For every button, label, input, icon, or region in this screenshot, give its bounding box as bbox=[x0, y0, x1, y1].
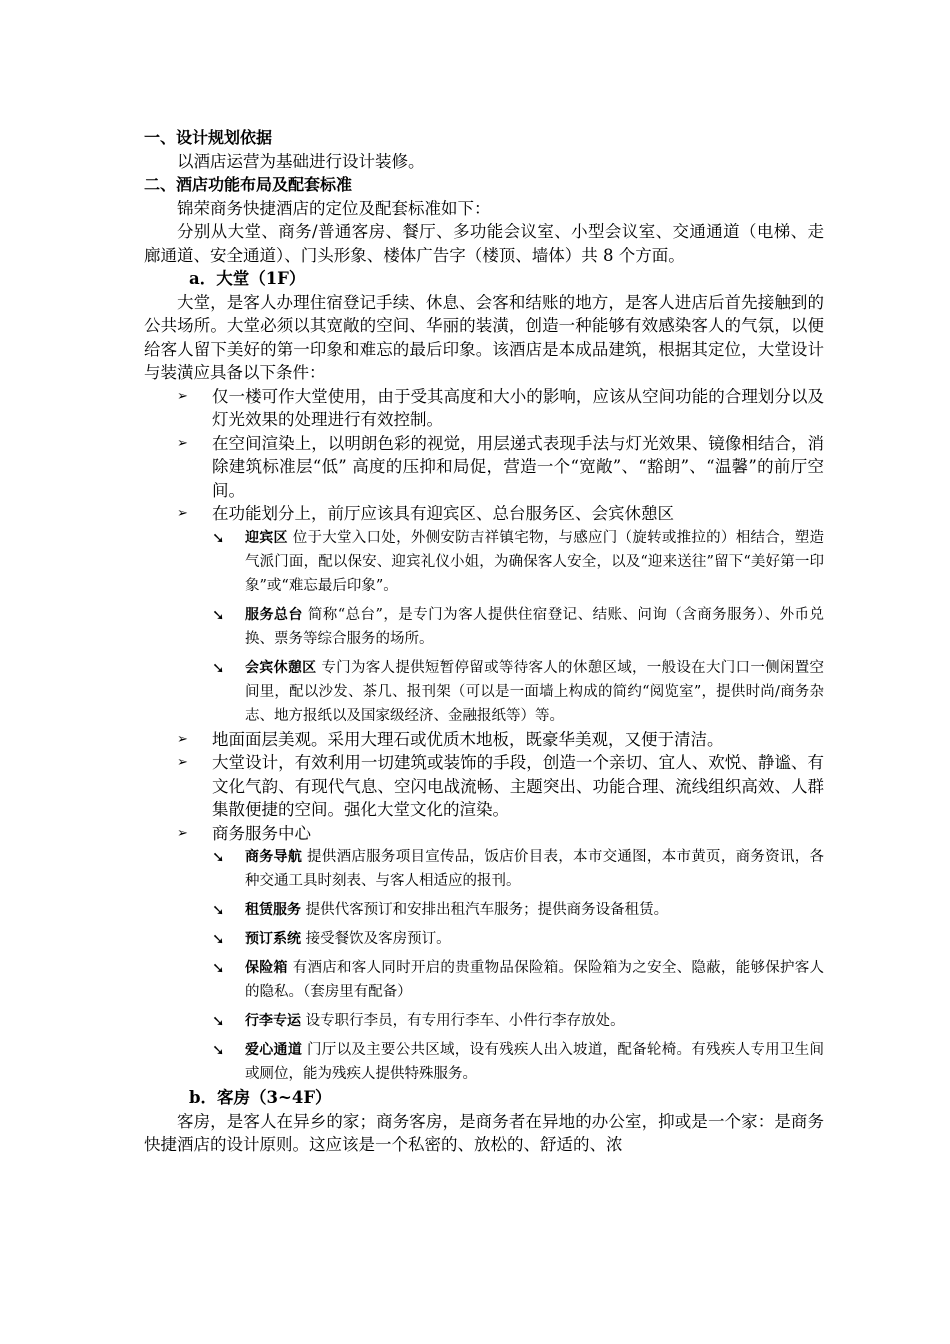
lobby-subitem-accessibility bbox=[144, 1038, 824, 1086]
subitem-term: 预订系统 bbox=[245, 931, 301, 947]
sub-arrow-icon: ➘ bbox=[212, 901, 225, 919]
lobby-bullet-1 bbox=[144, 385, 824, 432]
bullet-text: 仅一楼可作大堂使用，由于受其高度和大小的影响，应该从空间功能的合理划分以及灯光效果的处理进行有效控制。 bbox=[212, 386, 824, 429]
subitem-text: 有酒店和客人同时开启的贵重物品保险箱。保险箱为之安全、隐蔽，能够保护客人的隐私。（套房里有配备） bbox=[245, 960, 825, 1000]
subitem-term: 商务导航 bbox=[245, 849, 303, 865]
rooms-text: 客房，是客人在异乡的家；商务客房，是商务者在异地的办公室，抑或是一个家：是商务快捷酒店的设计原则。这应该是一个私密的、放松的、舒适的、浓 bbox=[144, 1111, 824, 1154]
lobby-subitem-front-desk bbox=[144, 603, 824, 651]
lobby-bullet-2 bbox=[144, 432, 824, 503]
lobby-bullet-6 bbox=[144, 822, 824, 846]
lobby-subitem-lounge bbox=[144, 656, 824, 728]
lobby-subitem-safe bbox=[144, 956, 824, 1004]
sub-arrow-icon: ➘ bbox=[212, 528, 225, 547]
bullet-text: 地面面层美观。采用大理石或优质木地板，既豪华美观，又便于清洁。 bbox=[212, 729, 724, 749]
subitem-text: 提供酒店服务项目宣传品，饭店价目表，本市交通图，本市黄页，商务资讯，各种交通工具时刻表、与客人相适应的报刊。 bbox=[245, 849, 825, 889]
bullet-text: 商务服务中心 bbox=[212, 823, 311, 843]
sub-arrow-icon: ➘ bbox=[212, 959, 225, 977]
bullet-arrow-icon: ➢ bbox=[177, 755, 188, 770]
subitem-term: 会宾休憩区 bbox=[245, 659, 317, 676]
bullet-arrow-icon: ➢ bbox=[177, 731, 188, 747]
subitem-text: 设专职行李员，有专用行李车、小件行李存放处。 bbox=[305, 1013, 625, 1029]
sub-arrow-icon: ➘ bbox=[212, 605, 225, 624]
subitem-text: 提供代客预订和安排出租汽车服务；提供商务设备租赁。 bbox=[305, 902, 669, 918]
subitem-term: 服务总台 bbox=[245, 606, 303, 623]
rooms-title: b．客房（3~4F） bbox=[189, 1088, 332, 1107]
section-2-intro: 锦荣商务快捷酒店的定位及配套标准如下： bbox=[177, 198, 491, 218]
subitem-text: 专门为客人提供短暂停留或等待客人的休憩区域，一般设在大门口一侧闲置空间里，配以沙发、茶几、报刊架（可以是一面墙上构成的简约“阅览室”，提供时尚/商务杂志、地方报纸以及国家级经济、金融报纸等）等。 bbox=[245, 659, 825, 724]
bullet-arrow-icon: ➢ bbox=[177, 506, 188, 521]
sub-arrow-icon: ➘ bbox=[212, 930, 225, 948]
lobby-subitem-rental bbox=[144, 898, 824, 922]
lobby-subitem-welcome bbox=[144, 526, 824, 598]
bullet-text: 大堂设计，有效利用一切建筑或装饰的手段，创造一个亲切、宜人、欢悦、静谧、有文化气韵、有现代气息、空闪电战流畅、主题突出、功能合理、流线组织高效、人群集散便捷的空间。强化大堂文化的渲染。 bbox=[212, 753, 824, 819]
lobby-bullet-3 bbox=[144, 502, 824, 526]
lobby-bullet-4 bbox=[144, 728, 824, 752]
subitem-text: 接受餐饮及客房预订。 bbox=[305, 931, 451, 947]
section-1-title: 一、设计规划依据 bbox=[144, 128, 273, 147]
lobby-bullet-5 bbox=[144, 751, 824, 822]
sub-arrow-icon: ➘ bbox=[212, 1041, 225, 1059]
lobby-subitem-booking bbox=[144, 927, 824, 951]
subitem-text: 位于大堂入口处，外侧安防吉祥镇宅物，与感应门（旋转或推拉的）相结合，塑造气派门面，配以保安、迎宾礼仪小姐，为确保客人安全，以及“迎来送往”留下“美好第一印象”或“难忘最后印象”。 bbox=[245, 529, 825, 594]
bullet-arrow-icon: ➢ bbox=[177, 388, 188, 404]
lobby-text: 大堂，是客人办理住宿登记手续、休息、会客和结账的地方，是客人进店后首先接触到的公共场所。大堂必须以其宽敞的空间、华丽的装潢，创造一种能够有效感染客人的气氛，以便给客人留下美好的第一印象和难忘的最后印象。该酒店是本成品建筑，根据其定位，大堂设计与装潢应具备以下条件： bbox=[144, 292, 824, 382]
bullet-text: 在空间渲染上，以明朗色彩的视觉，用层递式表现手法与灯光效果、镜像相结合，消除建筑标准层“低” 高度的压抑和局促，营造一个“宽敞”、“豁朗”、“温馨”的前厅空间。 bbox=[212, 433, 824, 500]
lobby-subitem-business-nav bbox=[144, 845, 824, 893]
subitem-text: 门厅以及主要公共区域，设有残疾人出入坡道，配备轮椅。有残疾人专用卫生间或厕位，能为残疾人提供特殊服务。 bbox=[245, 1042, 825, 1082]
sub-arrow-icon: ➘ bbox=[212, 848, 225, 866]
document-page bbox=[144, 126, 824, 1157]
lobby-subitem-luggage bbox=[144, 1009, 824, 1033]
subitem-term: 保险箱 bbox=[245, 960, 288, 976]
section-1-text: 以酒店运营为基础进行设计装修。 bbox=[177, 151, 425, 171]
bullet-text: 在功能划分上，前厅应该具有迎宾区、总台服务区、会宾休憩区 bbox=[212, 504, 674, 523]
section-2-text: 分别从大堂、商务/普通客房、餐厅、多功能会议室、小型会议室、交通通道（电梯、走廊通道、安全通道）、门头形象、楼体广告字（楼顶、墙体）共 8 个方面。 bbox=[144, 222, 824, 265]
bullet-arrow-icon: ➢ bbox=[177, 435, 188, 451]
bullet-arrow-icon: ➢ bbox=[177, 825, 188, 841]
sub-arrow-icon: ➘ bbox=[212, 658, 225, 677]
subitem-term: 行李专运 bbox=[245, 1013, 301, 1029]
sub-arrow-icon: ➘ bbox=[212, 1012, 225, 1030]
lobby-title: a．大堂（1F） bbox=[189, 269, 306, 288]
subitem-text: 简称“总台”，是专门为客人提供住宿登记、结账、问询（含商务服务）、外币兑换、票务等综合服务的场所。 bbox=[245, 606, 825, 647]
section-2-title: 二、酒店功能布局及配套标准 bbox=[144, 175, 353, 194]
subitem-term: 爱心通道 bbox=[245, 1042, 303, 1058]
subitem-term: 租赁服务 bbox=[245, 902, 301, 918]
subitem-term: 迎宾区 bbox=[245, 529, 288, 546]
